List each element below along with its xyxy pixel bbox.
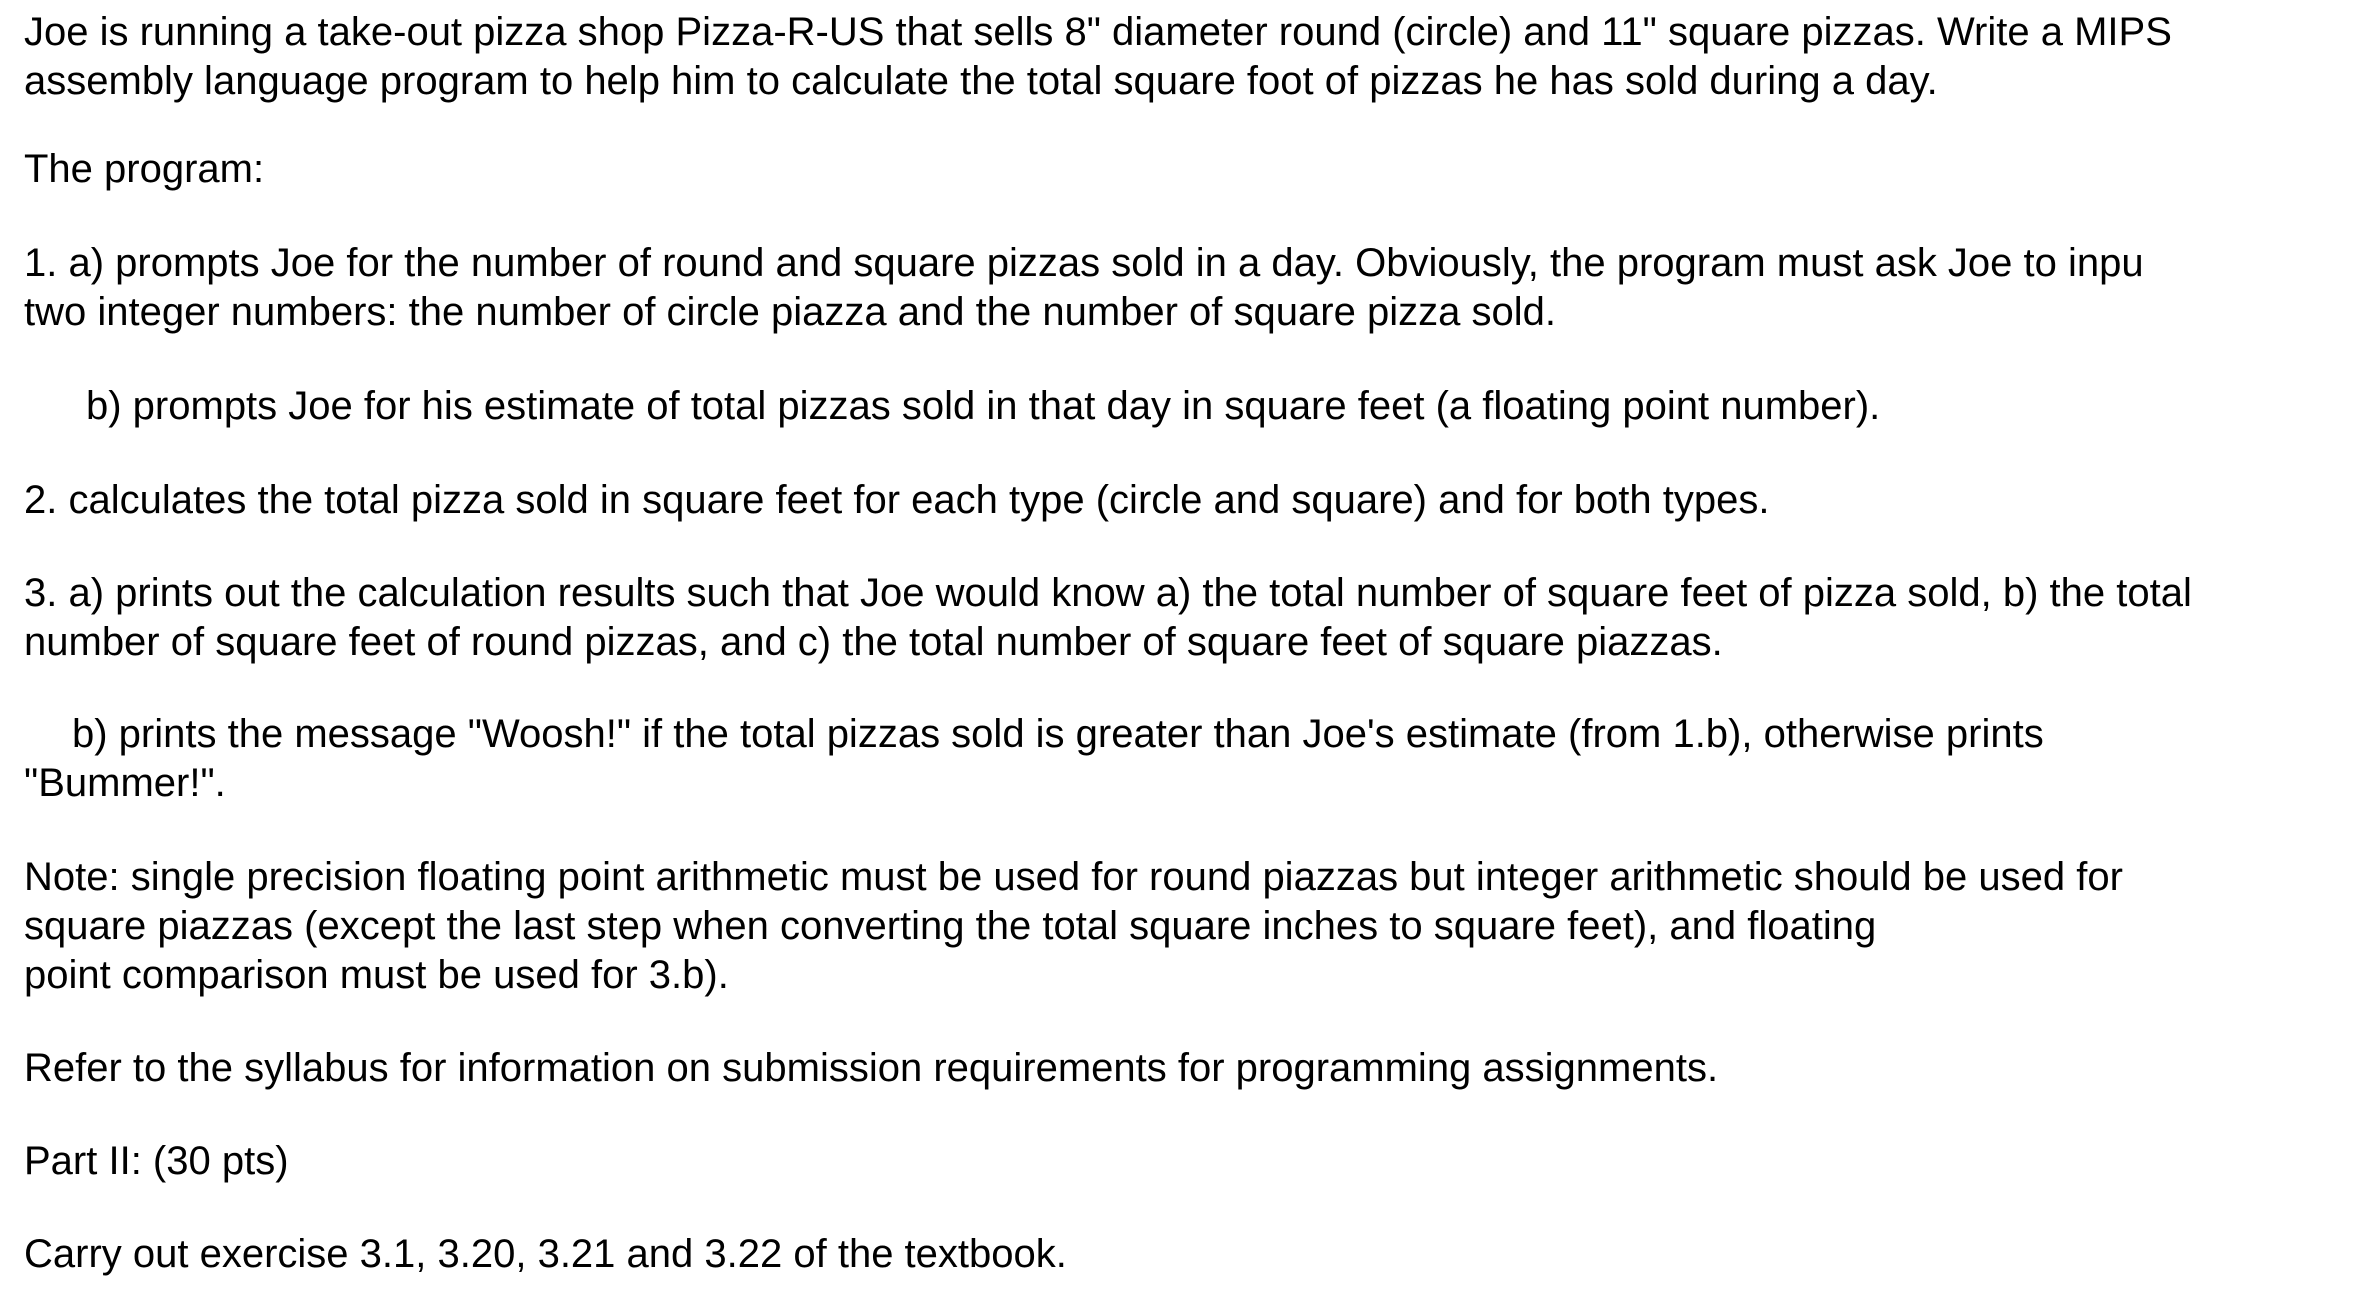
program-heading-text: The program: (24, 147, 265, 191)
item-1b-paragraph (24, 382, 1880, 431)
item-1a-line-2: two integer numbers: the number of circle piazza and the number of square pizza sold. (24, 290, 1556, 334)
part2-paragraph (24, 1230, 1067, 1279)
item-3a-paragraph (24, 569, 2355, 667)
item-1b-line: b) prompts Joe for his estimate of total pizzas sold in that day in square feet (a floating point number). (86, 384, 1881, 428)
note-line-3: point comparison must be used for 3.b). (24, 953, 729, 997)
item-2-paragraph (24, 476, 1769, 525)
part2-heading-text: Part II: (30 pts) (24, 1139, 289, 1183)
item-3a-line-2: number of square feet of round pizzas, and c) the total number of square feet of square piazzas. (24, 620, 1723, 664)
item-3b-line-1: b) prints the message "Woosh!" if the total pizzas sold is greater than Joe's estimate (from 1.b), otherwise prints (72, 712, 2044, 756)
syllabus-paragraph (24, 1044, 1718, 1093)
item-3b-paragraph (24, 710, 2044, 808)
item-1a-paragraph (24, 239, 2355, 337)
intro-paragraph (24, 8, 2355, 106)
item-3a-line-1: 3. a) prints out the calculation results such that Joe would know a) the total number of square feet of pizza sold, b) the total (24, 571, 2192, 615)
program-heading (24, 145, 264, 194)
note-line-2: square piazzas (except the last step when converting the total square inches to square feet), and floating (24, 904, 1877, 948)
item-3b-line-2: "Bummer!". (24, 761, 226, 805)
part2-text: Carry out exercise 3.1, 3.20, 3.21 and 3.22 of the textbook. (24, 1232, 1067, 1276)
item-1a-line-1: 1. a) prompts Joe for the number of round and square pizzas sold in a day. Obviously, the program must ask Joe to inpu (24, 241, 2144, 285)
part2-heading (24, 1137, 289, 1186)
syllabus-line: Refer to the syllabus for information on submission requirements for programming assignments. (24, 1046, 1719, 1090)
intro-line-2: assembly language program to help him to calculate the total square foot of pizzas he has sold during a day. (24, 59, 1938, 103)
item-2-line: 2. calculates the total pizza sold in square feet for each type (circle and square) and for both types. (24, 478, 1770, 522)
note-paragraph (24, 853, 2355, 1000)
intro-line-1: Joe is running a take-out pizza shop Pizza-R-US that sells 8" diameter round (circle) and 11" square pizzas. Write a MIPS (24, 10, 2172, 54)
note-line-1: Note: single precision floating point arithmetic must be used for round piazzas but integer arithmetic should be used for (24, 855, 2123, 899)
